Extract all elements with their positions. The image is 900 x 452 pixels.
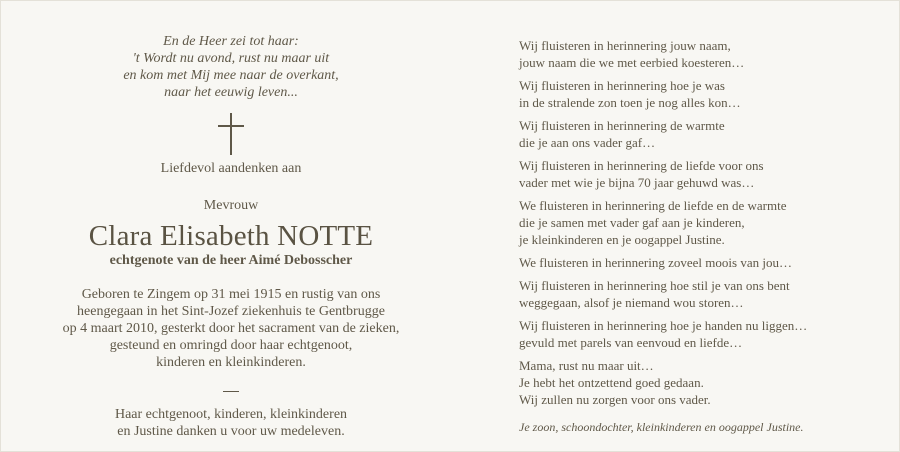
intro-text: Liefdevol aandenken aan xyxy=(160,161,302,176)
poem-line: Je hebt het ontzettend goed gedaan. xyxy=(519,375,704,390)
poem-line: We fluisteren in herinnering de liefde en de warmte xyxy=(519,198,787,213)
poem-line: die je aan ons vader gaf… xyxy=(519,135,656,150)
poem-line: Wij fluisteren in herinnering hoe je was xyxy=(519,78,725,93)
poem-line: vader met wie je bijna 70 jaar gehuwd was… xyxy=(519,175,755,190)
thanks-text xyxy=(41,406,421,440)
deceased-name: Clara Elisabeth NOTTE xyxy=(88,220,374,252)
poem-line: Mama, rust nu maar uit… xyxy=(519,358,654,373)
poem-line: We fluisteren in herinnering zoveel moois van jou… xyxy=(519,255,792,270)
bio-line: Geboren te Zingem op 31 mei 1915 en rustig van ons xyxy=(81,287,381,302)
poem-line: Wij fluisteren in herinnering jouw naam, xyxy=(519,38,731,53)
poem-line: weggegaan, alsof je niemand wou storen… xyxy=(519,295,744,310)
poem-stanza xyxy=(519,37,891,71)
thanks-line: Haar echtgenoot, kinderen, kleinkinderen xyxy=(114,407,348,422)
poem-stanza xyxy=(519,197,891,248)
poem-stanza xyxy=(519,317,891,351)
bio-line: heengegaan in het Sint-Jozef ziekenhuis te Gentbrugge xyxy=(77,304,385,319)
quote-line: En de Heer zei tot haar: xyxy=(163,34,299,49)
cross-icon xyxy=(218,113,244,155)
poem-stanza xyxy=(519,277,891,311)
poem-stanza xyxy=(519,254,891,271)
poem-line: Wij fluisteren in herinnering hoe je handen nu liggen… xyxy=(519,318,808,333)
left-panel xyxy=(41,33,421,440)
spouse-line: echtgenote van de heer Aimé Debosscher xyxy=(109,253,353,268)
bio-line: op 4 maart 2010, gesterkt door het sacrament van de zieken, xyxy=(62,321,400,336)
right-panel xyxy=(519,37,891,435)
honorific: Mevrouw xyxy=(203,198,259,213)
poem-line: die je samen met vader gaf aan je kinderen, xyxy=(519,215,745,230)
poem-line: in de stralende zon toen je nog alles kon… xyxy=(519,95,741,110)
thanks-line: en Justine danken u voor uw medeleven. xyxy=(117,424,345,439)
divider xyxy=(223,391,239,392)
quote-line: 't Wordt nu avond, rust nu maar uit xyxy=(132,51,330,66)
poem-line: Wij zullen nu zorgen voor ons vader. xyxy=(519,392,711,407)
poem-stanza xyxy=(519,77,891,111)
poem-stanza xyxy=(519,157,891,191)
poem-line: Wij fluisteren in herinnering de warmte xyxy=(519,118,725,133)
bio-line: gesteund en omringd door haar echtgenoot, xyxy=(109,338,353,353)
quote-line: naar het eeuwig leven... xyxy=(164,85,298,100)
poem-line: je kleinkinderen en je oogappel Justine. xyxy=(519,232,725,247)
quote-line: en kom met Mij mee naar de overkant, xyxy=(123,68,339,83)
bible-quote xyxy=(41,33,421,101)
poem-stanza xyxy=(519,357,891,408)
poem-line: gevuld met parels van eenvoud en liefde… xyxy=(519,335,743,350)
signature: Je zoon, schoondochter, kleinkinderen en oogappel Justine. xyxy=(519,420,804,434)
poem-line: jouw naam die we met eerbied koesteren… xyxy=(519,55,745,70)
bio-line: kinderen en kleinkinderen. xyxy=(156,355,306,370)
poem-line: Wij fluisteren in herinnering de liefde voor ons xyxy=(519,158,764,173)
poem-stanza xyxy=(519,117,891,151)
biography xyxy=(41,286,421,371)
poem-line: Wij fluisteren in herinnering hoe stil je van ons bent xyxy=(519,278,790,293)
